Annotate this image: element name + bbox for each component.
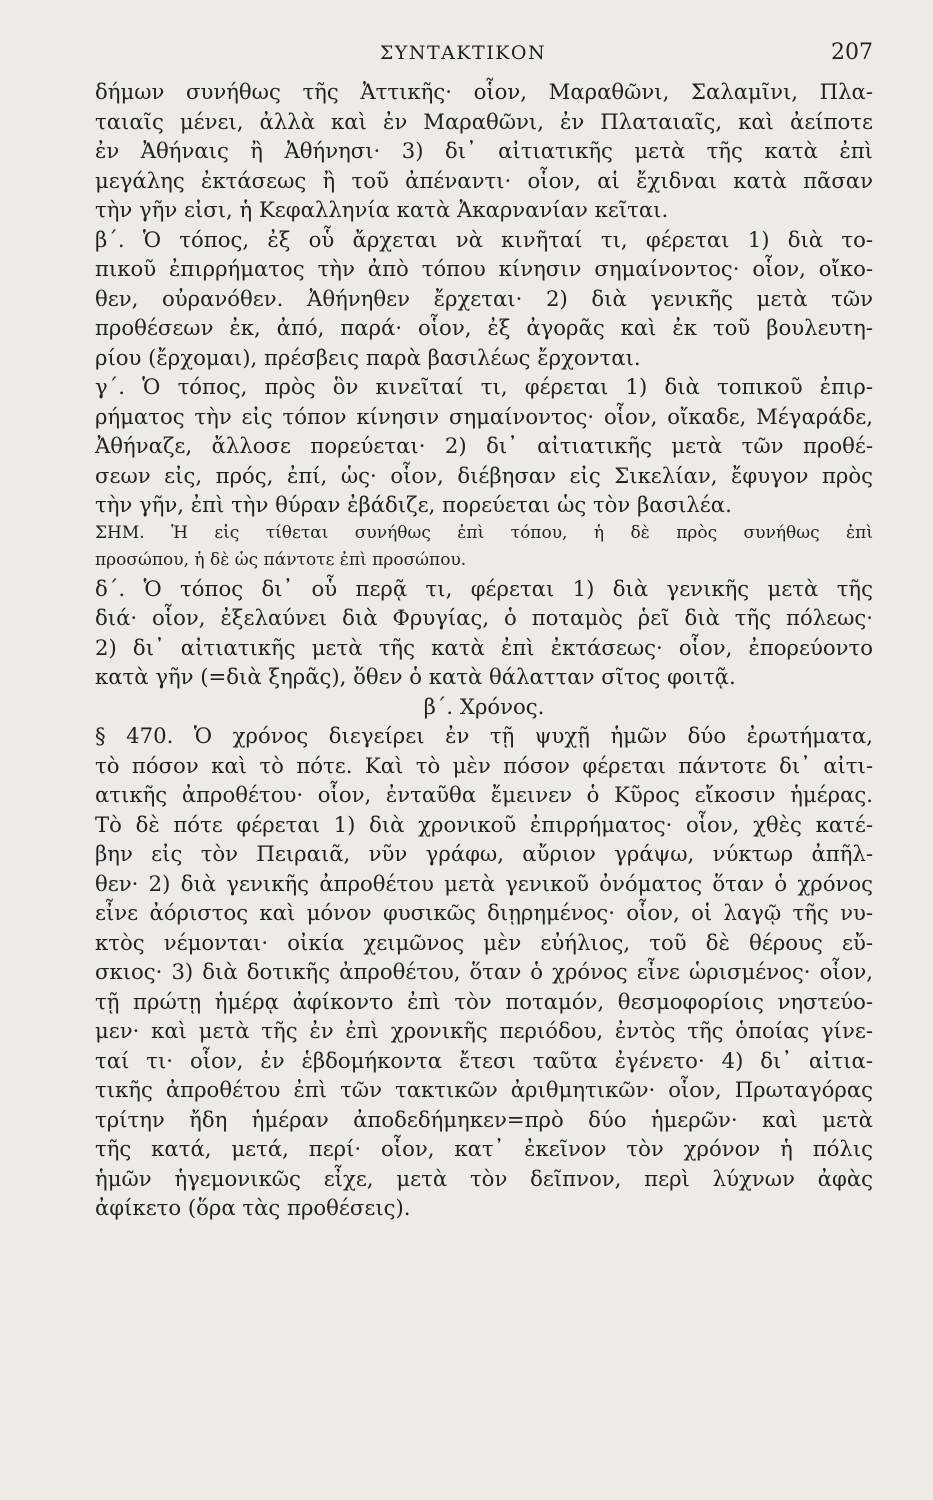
- text-line: ἐν Ἀθήναις ἢ Ἀθήνησι· 3) δι᾽ αἰτιατικῆς μετὰ τῆς κατὰ ἐπὶ: [95, 138, 873, 163]
- text-line: θεν· 2) διὰ γενικῆς ἀπροθέτου μετὰ γενικοῦ ὀνόματος ὅταν ὁ χρόνος: [95, 870, 873, 896]
- paragraph-d: [95, 574, 873, 692]
- text-line: δήμων συνήθως τῆς Ἀττικῆς· οἷον, Μαραθῶνι, Σαλαμῖνι, Πλα-: [95, 79, 873, 104]
- body-text: [95, 77, 873, 1223]
- text-line: ρίου (ἔρχομαι), πρέσβεις παρὰ βασιλέως ἔρχονται.: [95, 344, 641, 370]
- text-line: ρήματος τὴν εἰς τόπον κίνησιν σημαίνοντος· οἷον, οἴκαδε, Μέγαράδε,: [95, 403, 873, 429]
- text-line: τὴν γῆν εἰσι, ἡ Κεφαλληνία κατὰ Ἀκαρνανίαν κεῖται.: [95, 197, 669, 222]
- text-line: ατικῆς ἀπροθέτου· οἷον, ἐνταῦθα ἔμεινεν ὁ Κῦρος εἴκοσιν ἡμέρας.: [95, 782, 873, 807]
- text-line: β΄. Ὁ τόπος, ἐξ οὗ ἄρχεται νὰ κινῆταί τι, φέρεται 1) διὰ το-: [95, 226, 873, 252]
- paragraph-g: [95, 372, 873, 520]
- text-line: γ΄. Ὁ τόπος, πρὸς ὃν κινεῖταί τι, φέρεται 1) διὰ τοπικοῦ ἐπιρ-: [95, 374, 873, 399]
- note: [95, 520, 873, 574]
- text-line: δ΄. Ὁ τόπος δι᾽ οὗ περᾷ τι, φέρεται 1) διὰ γενικῆς μετὰ τῆς: [95, 575, 873, 601]
- text-line: βην εἰς τὸν Πειραιᾶ, νῦν γράφω, αὔριον γράψω, νύκτωρ ἀπῆλ-: [95, 841, 873, 866]
- text-line: § 470. Ὁ χρόνος διεγείρει ἐν τῇ ψυχῇ ἡμῶν δύο ἐρωτήματα,: [95, 723, 873, 748]
- text-line: σεων εἰς, πρός, ἐπί, ὡς· οἷον, διέβησαν εἰς Σικελίαν, ἔφυγον πρὸς: [95, 462, 873, 488]
- text-line: πικοῦ ἐπιρρήματος τὴν ἀπὸ τόπου κίνησιν σημαίνοντος· οἷον, οἴκο-: [95, 256, 873, 281]
- text-line: εἶνε ἀόριστος καὶ μόνον φυσικῶς διῃρημένος· οἷον, οἱ λαγῷ τῆς νυ-: [95, 900, 873, 925]
- text-line: προθέσεων ἐκ, ἀπό, παρά· οἷον, ἐξ ἀγορᾶς καὶ ἐκ τοῦ βουλευτη-: [95, 315, 873, 340]
- text-line: τῆς κατά, μετά, περί· οἷον, κατ᾽ ἐκεῖνον τὸν χρόνον ἡ πόλις: [95, 1136, 873, 1161]
- text-line: τῇ πρώτῃ ἡμέρᾳ ἀφίκοντο ἐπὶ τὸν ποταμόν, θεσμοφορίοις νηστεύο-: [95, 988, 873, 1014]
- text-line: τρίτην ἤδη ἡμέραν ἀποδεδήμηκεν=πρὸ δύο ἡμερῶν· καὶ μετὰ: [95, 1106, 873, 1132]
- page-number: 207: [831, 40, 873, 65]
- text-line: θεν, οὐρανόθεν. Ἀθήνηθεν ἔρχεται· 2) διὰ γενικῆς μετὰ τῶν: [95, 285, 873, 311]
- section-subheading: β΄. Χρόνος.: [423, 693, 545, 719]
- text-line: Ἀθήναζε, ἄλλοσε πορεύεται· 2) δι᾽ αἰτιατικῆς μετὰ τῶν προθέ-: [95, 433, 873, 458]
- text-line: ταί τι· οἷον, ἐν ἑβδομήκοντα ἔτεσι ταῦτα ἐγένετο· 4) δι᾽ αἰτια-: [95, 1047, 873, 1073]
- paragraph-b: [95, 225, 873, 373]
- text-line: Τὸ δὲ πότε φέρεται 1) διὰ χρονικοῦ ἐπιρρήματος· οἷον, χθὲς κατέ-: [95, 811, 873, 837]
- text-line: ταιαῖς μένει, ἀλλὰ καὶ ἐν Μαραθῶνι, ἐν Πλαταιαῖς, καὶ ἀείποτε: [95, 108, 873, 134]
- text-line: τικῆς ἀπροθέτου ἐπὶ τῶν τακτικῶν ἀριθμητικῶν· οἷον, Πρωταγόρας: [95, 1077, 873, 1102]
- text-line: κατὰ γῆν (=διὰ ξηρᾶς), ὅθεν ὁ κατὰ θάλατταν σῖτος φοιτᾷ.: [95, 664, 736, 689]
- note-line: προσώπου, ἡ δὲ ὡς πάντοτε ἐπὶ προσώπου.: [95, 549, 467, 570]
- paragraph-continuation: [95, 77, 873, 225]
- text-line: σκιος· 3) διὰ δοτικῆς ἀπροθέτου, ὅταν ὁ χρόνος εἶνε ὡρισμένος· οἷον,: [95, 959, 873, 984]
- text-line: τὴν γῆν, ἐπὶ τὴν θύραν ἐβάδιζε, πορεύεται ὡς τὸν βασιλέα.: [95, 492, 732, 517]
- section-470: [95, 721, 873, 1223]
- text-line: διά· οἷον, ἐξελαύνει διὰ Φρυγίας, ὁ ποταμὸς ῥεῖ διὰ τῆς πόλεως·: [95, 605, 873, 630]
- text-line: μεγάλης ἐκτάσεως ἢ τοῦ ἀπέναντι· οἷον, αἱ ἔχιδναι κατὰ πᾶσαν: [95, 167, 873, 193]
- text-line: τὸ πόσον καὶ τὸ πότε. Καὶ τὸ μὲν πόσον φέρεται πάντοτε δι᾽ αἰτι-: [95, 752, 873, 778]
- note-line: ΣΗΜ. Ἡ εἰς τίθεται συνήθως ἐπὶ τόπου, ἡ δὲ πρὸς συνήθως ἐπὶ: [95, 522, 873, 543]
- text-line: ἀφίκετο (ὅρα τὰς προθέσεις).: [95, 1195, 411, 1220]
- text-line: 2) δι᾽ αἰτιατικῆς μετὰ τῆς κατὰ ἐπὶ ἐκτάσεως· οἷον, ἐπορεύοντο: [95, 634, 873, 660]
- running-head: [95, 40, 873, 65]
- text-line: ἡμῶν ἡγεμονικῶς εἶχε, μετὰ τὸν δεῖπνον, περὶ λύχνων ἀφὰς: [95, 1165, 873, 1191]
- text-line: κτὸς νέμονται· οἰκία χειμῶνος μὲν εὐήλιος, τοῦ δὲ θέρους εὔ-: [95, 929, 873, 955]
- running-title: ΣΥΝΤΑΚΤΙΚΟΝ: [379, 42, 547, 64]
- text-line: μεν· καὶ μετὰ τῆς ἐν ἐπὶ χρονικῆς περιόδου, ἐντὸς τῆς ὁποίας γίνε-: [95, 1018, 873, 1043]
